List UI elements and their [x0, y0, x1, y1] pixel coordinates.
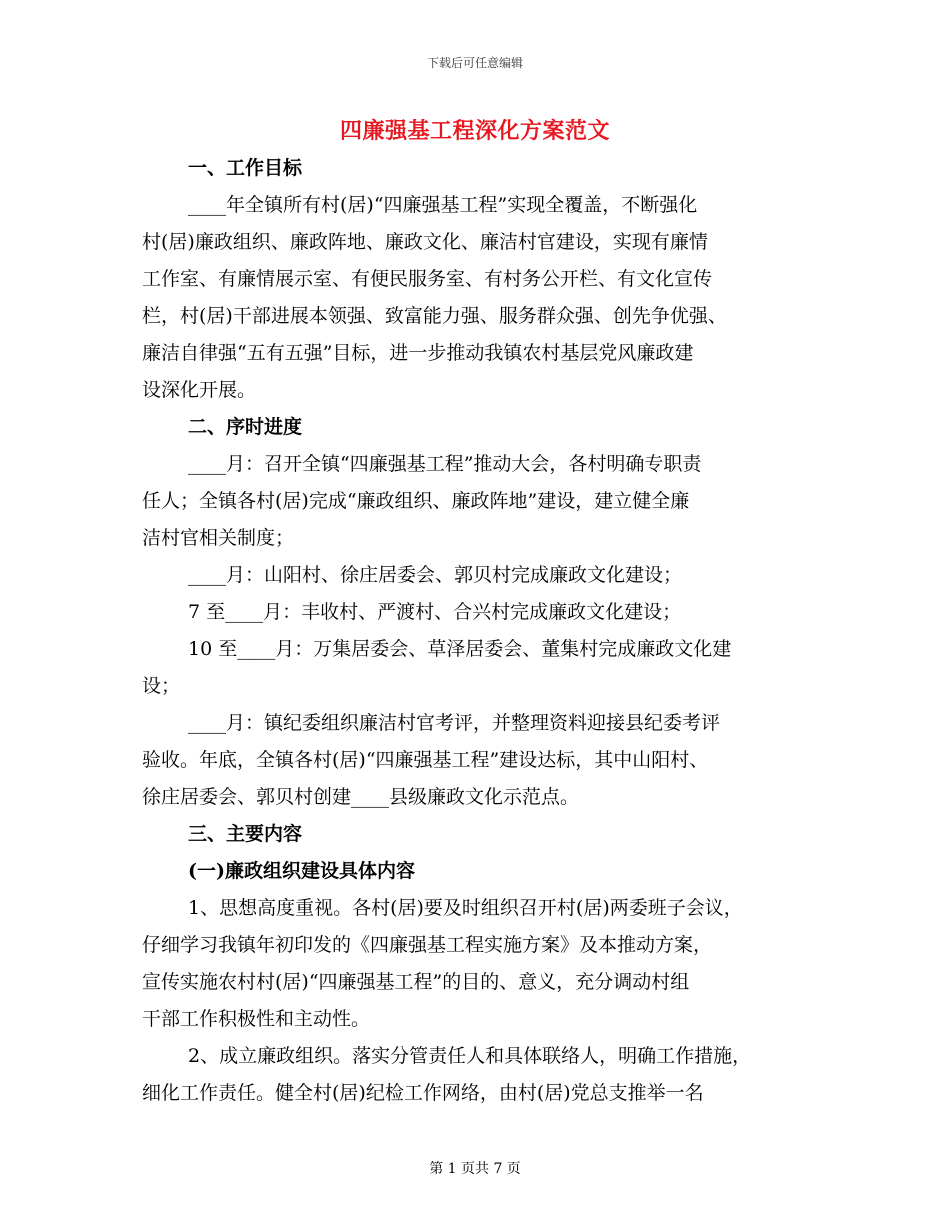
- paragraph-line: 1、思想高度重视。各村(居)要及时组织召开村(居)两委班子会议，: [188, 897, 743, 919]
- section-heading: 一、工作目标: [188, 157, 303, 179]
- paragraph-line: 验收。年底，全镇各村(居)“四廉强基工程”建设达标，其中山阳村、: [142, 749, 709, 771]
- paragraph-line: 廉洁自律强“五有五强”目标，进一步推动我镇农村基层党风廉政建: [142, 342, 694, 364]
- paragraph-line: 仔细学习我镇年初印发的《四廉强基工程实施方案》及本推动方案，: [142, 934, 713, 956]
- paragraph-line: ____月：召开全镇“四廉强基工程”推动大会，各村明确专职责: [188, 453, 702, 475]
- paragraph-line: 7 至____月：丰收村、严渡村、合兴村完成廉政文化建设；: [188, 601, 682, 623]
- document-body: [142, 150, 822, 1112]
- paragraph-line: 设；: [142, 675, 181, 697]
- paragraph-line: 栏，村(居)干部进展本领强、致富能力强、服务群众强、创先争优强、: [142, 305, 727, 327]
- section-heading: (一)廉政组织建设具体内容: [188, 860, 415, 882]
- paragraph-line: 洁村官相关制度；: [142, 527, 295, 549]
- paragraph-line: 细化工作责任。健全村(居)纪检工作网络，由村(居)党总支推举一名: [142, 1082, 704, 1104]
- paragraph-line: 2、成立廉政组织。落实分管责任人和具体联络人，明确工作措施，: [188, 1045, 752, 1067]
- paragraph-line: 设深化开展。: [142, 379, 257, 401]
- document-title: 四廉强基工程深化方案范文: [339, 118, 610, 144]
- paragraph-line: 村(居)廉政组织、廉政阵地、廉政文化、廉洁村官建设，实现有廉情: [142, 231, 708, 253]
- header-note: 下载后可任意编辑: [426, 56, 523, 70]
- section-heading: 二、序时进度: [188, 416, 303, 438]
- paragraph-line: 10 至____月：万集居委会、草泽居委会、董集村完成廉政文化建: [188, 638, 732, 660]
- paragraph-line: 任人；全镇各村(居)完成“廉政组织、廉政阵地”建设，建立健全廉: [142, 490, 690, 512]
- paragraph-line: ____月：镇纪委组织廉洁村官考评，并整理资料迎接县纪委考评: [188, 712, 721, 734]
- paragraph-line: 徐庄居委会、郭贝村创建____县级廉政文化示范点。: [142, 786, 580, 808]
- paragraph-line: 宣传实施农村村(居)“四廉强基工程”的目的、意义，充分调动村组: [142, 971, 690, 993]
- paragraph-line: ____月：山阳村、徐庄居委会、郭贝村完成廉政文化建设；: [188, 564, 683, 586]
- paragraph-line: ____年全镇所有村(居)“四廉强基工程”实现全覆盖，不断强化: [188, 194, 698, 216]
- paragraph-line: 干部工作积极性和主动性。: [142, 1008, 371, 1030]
- section-heading: 三、主要内容: [188, 823, 303, 845]
- paragraph-line: 工作室、有廉情展示室、有便民服务室、有村务公开栏、有文化宣传: [142, 268, 713, 290]
- page-footer: 第 1 页共 7 页: [429, 1161, 521, 1177]
